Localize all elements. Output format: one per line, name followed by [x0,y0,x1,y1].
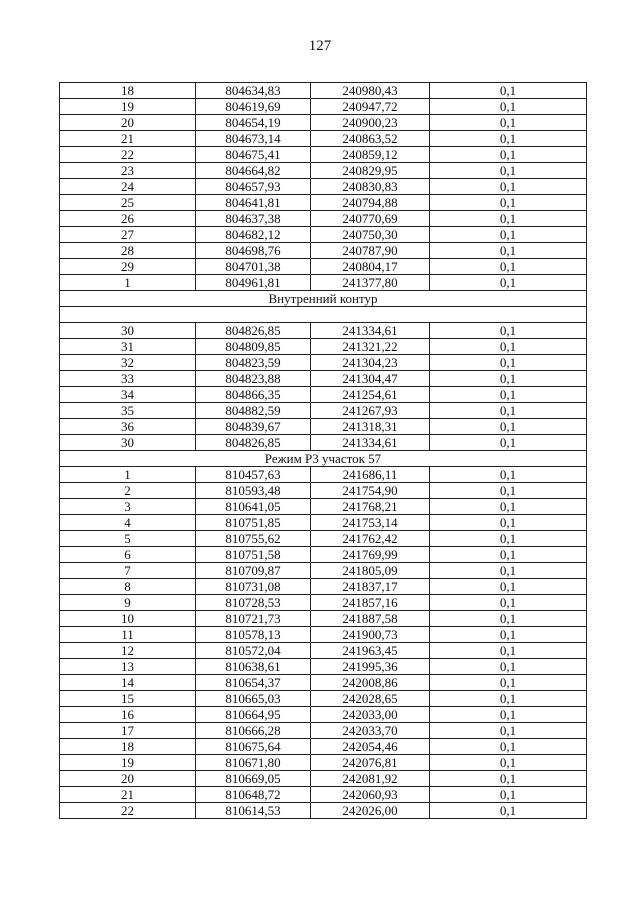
x-coordinate-cell: 810671,80 [196,755,311,771]
tolerance-cell: 0,1 [430,755,587,771]
point-number-cell: 15 [60,691,196,707]
tolerance-cell: 0,1 [430,259,587,275]
point-number-cell: 6 [60,547,196,563]
point-number-cell: 2 [60,483,196,499]
table-row [60,659,587,675]
section-heading-row [60,451,587,467]
y-coordinate-cell: 240804,17 [311,259,430,275]
table-row [60,435,587,451]
y-coordinate-cell: 241754,90 [311,483,430,499]
tolerance-cell: 0,1 [430,627,587,643]
x-coordinate-cell: 810578,13 [196,627,311,643]
x-coordinate-cell: 804675,41 [196,147,311,163]
x-coordinate-cell: 804641,81 [196,195,311,211]
x-coordinate-cell: 804826,85 [196,323,311,339]
tolerance-cell: 0,1 [430,275,587,291]
tolerance-cell: 0,1 [430,355,587,371]
table-row [60,83,587,99]
point-number-cell: 18 [60,739,196,755]
tolerance-cell: 0,1 [430,211,587,227]
tolerance-cell: 0,1 [430,323,587,339]
table-row [60,147,587,163]
table-row [60,179,587,195]
coordinates-table-body [60,83,587,819]
x-coordinate-cell: 810666,28 [196,723,311,739]
tolerance-cell: 0,1 [430,131,587,147]
point-number-cell: 5 [60,531,196,547]
point-number-cell: 24 [60,179,196,195]
table-row [60,531,587,547]
y-coordinate-cell: 240863,52 [311,131,430,147]
table-row [60,227,587,243]
point-number-cell: 29 [60,259,196,275]
x-coordinate-cell: 810731,08 [196,579,311,595]
x-coordinate-cell: 810654,37 [196,675,311,691]
table-row [60,387,587,403]
table-row [60,499,587,515]
x-coordinate-cell: 810614,53 [196,803,311,819]
y-coordinate-cell: 242081,92 [311,771,430,787]
y-coordinate-cell: 241805,09 [311,563,430,579]
y-coordinate-cell: 241377,80 [311,275,430,291]
x-coordinate-cell: 810572,04 [196,643,311,659]
y-coordinate-cell: 241753,14 [311,515,430,531]
table-row [60,195,587,211]
y-coordinate-cell: 241995,36 [311,659,430,675]
x-coordinate-cell: 804839,67 [196,419,311,435]
tolerance-cell: 0,1 [430,387,587,403]
table-row [60,323,587,339]
tolerance-cell: 0,1 [430,531,587,547]
table-row [60,803,587,819]
table-row [60,691,587,707]
point-number-cell: 20 [60,771,196,787]
tolerance-cell: 0,1 [430,403,587,419]
y-coordinate-cell: 242008,86 [311,675,430,691]
point-number-cell: 21 [60,787,196,803]
table-row [60,771,587,787]
y-coordinate-cell: 240947,72 [311,99,430,115]
tolerance-cell: 0,1 [430,99,587,115]
y-coordinate-cell: 242076,81 [311,755,430,771]
y-coordinate-cell: 240859,12 [311,147,430,163]
point-number-cell: 7 [60,563,196,579]
x-coordinate-cell: 810669,05 [196,771,311,787]
x-coordinate-cell: 810709,87 [196,563,311,579]
table-row [60,467,587,483]
point-number-cell: 1 [60,275,196,291]
tolerance-cell: 0,1 [430,483,587,499]
x-coordinate-cell: 804664,82 [196,163,311,179]
point-number-cell: 17 [60,723,196,739]
point-number-cell: 10 [60,611,196,627]
x-coordinate-cell: 804654,19 [196,115,311,131]
point-number-cell: 11 [60,627,196,643]
x-coordinate-cell: 804619,69 [196,99,311,115]
y-coordinate-cell: 241857,16 [311,595,430,611]
y-coordinate-cell: 241900,73 [311,627,430,643]
table-row [60,483,587,499]
y-coordinate-cell: 240980,43 [311,83,430,99]
x-coordinate-cell: 810751,85 [196,515,311,531]
y-coordinate-cell: 241334,61 [311,323,430,339]
tolerance-cell: 0,1 [430,499,587,515]
tolerance-cell: 0,1 [430,803,587,819]
y-coordinate-cell: 241887,58 [311,611,430,627]
table-row [60,275,587,291]
table-row [60,355,587,371]
point-number-cell: 26 [60,211,196,227]
tolerance-cell: 0,1 [430,579,587,595]
y-coordinate-cell: 241837,17 [311,579,430,595]
tolerance-cell: 0,1 [430,595,587,611]
point-number-cell: 34 [60,387,196,403]
x-coordinate-cell: 804673,14 [196,131,311,147]
x-coordinate-cell: 810751,58 [196,547,311,563]
point-number-cell: 35 [60,403,196,419]
y-coordinate-cell: 240750,30 [311,227,430,243]
table-row [60,419,587,435]
y-coordinate-cell: 242054,46 [311,739,430,755]
point-number-cell: 19 [60,99,196,115]
x-coordinate-cell: 810675,64 [196,739,311,755]
y-coordinate-cell: 241963,45 [311,643,430,659]
table-row [60,595,587,611]
blank-row [60,307,587,323]
y-coordinate-cell: 241304,23 [311,355,430,371]
point-number-cell: 30 [60,435,196,451]
y-coordinate-cell: 241304,47 [311,371,430,387]
point-number-cell: 1 [60,467,196,483]
tolerance-cell: 0,1 [430,611,587,627]
x-coordinate-cell: 804682,12 [196,227,311,243]
table-row [60,211,587,227]
table-row [60,755,587,771]
table-row [60,99,587,115]
table-row [60,403,587,419]
table-row [60,723,587,739]
y-coordinate-cell: 241686,11 [311,467,430,483]
x-coordinate-cell: 804637,38 [196,211,311,227]
table-row [60,547,587,563]
x-coordinate-cell: 810641,05 [196,499,311,515]
x-coordinate-cell: 804823,59 [196,355,311,371]
point-number-cell: 3 [60,499,196,515]
x-coordinate-cell: 804866,35 [196,387,311,403]
page-number: 127 [308,38,332,54]
y-coordinate-cell: 240770,69 [311,211,430,227]
table-row [60,243,587,259]
x-coordinate-cell: 810755,62 [196,531,311,547]
x-coordinate-cell: 804701,38 [196,259,311,275]
tolerance-cell: 0,1 [430,227,587,243]
table-row [60,515,587,531]
x-coordinate-cell: 810728,53 [196,595,311,611]
point-number-cell: 13 [60,659,196,675]
y-coordinate-cell: 241321,22 [311,339,430,355]
section-heading: Режим Р3 участок 57 [60,451,587,467]
table-row [60,259,587,275]
y-coordinate-cell: 240787,90 [311,243,430,259]
y-coordinate-cell: 240794,88 [311,195,430,211]
x-coordinate-cell: 810665,03 [196,691,311,707]
table-row [60,371,587,387]
y-coordinate-cell: 242028,65 [311,691,430,707]
table-row [60,339,587,355]
x-coordinate-cell: 810721,73 [196,611,311,627]
table-row [60,707,587,723]
table-row [60,579,587,595]
point-number-cell: 4 [60,515,196,531]
x-coordinate-cell: 804882,59 [196,403,311,419]
tolerance-cell: 0,1 [430,547,587,563]
table-row [60,563,587,579]
point-number-cell: 30 [60,323,196,339]
tolerance-cell: 0,1 [430,739,587,755]
tolerance-cell: 0,1 [430,771,587,787]
point-number-cell: 22 [60,803,196,819]
y-coordinate-cell: 240900,23 [311,115,430,131]
y-coordinate-cell: 241267,93 [311,403,430,419]
tolerance-cell: 0,1 [430,147,587,163]
y-coordinate-cell: 240829,95 [311,163,430,179]
table-row [60,611,587,627]
table-row [60,739,587,755]
x-coordinate-cell: 804657,93 [196,179,311,195]
point-number-cell: 9 [60,595,196,611]
section-heading-row [60,291,587,307]
point-number-cell: 18 [60,83,196,99]
point-number-cell: 27 [60,227,196,243]
x-coordinate-cell: 810648,72 [196,787,311,803]
x-coordinate-cell: 804634,83 [196,83,311,99]
tolerance-cell: 0,1 [430,707,587,723]
tolerance-cell: 0,1 [430,563,587,579]
section-heading: Внутренний контур [60,291,587,307]
point-number-cell: 36 [60,419,196,435]
y-coordinate-cell: 240830,83 [311,179,430,195]
y-coordinate-cell: 241769,99 [311,547,430,563]
tolerance-cell: 0,1 [430,723,587,739]
table-row [60,163,587,179]
tolerance-cell: 0,1 [430,371,587,387]
point-number-cell: 25 [60,195,196,211]
tolerance-cell: 0,1 [430,467,587,483]
table-row [60,115,587,131]
point-number-cell: 32 [60,355,196,371]
point-number-cell: 12 [60,643,196,659]
coordinates-table [59,82,587,819]
y-coordinate-cell: 242060,93 [311,787,430,803]
tolerance-cell: 0,1 [430,195,587,211]
blank-cell [60,307,587,323]
x-coordinate-cell: 810457,63 [196,467,311,483]
tolerance-cell: 0,1 [430,83,587,99]
x-coordinate-cell: 804826,85 [196,435,311,451]
tolerance-cell: 0,1 [430,115,587,131]
point-number-cell: 28 [60,243,196,259]
y-coordinate-cell: 242033,70 [311,723,430,739]
y-coordinate-cell: 241254,61 [311,387,430,403]
x-coordinate-cell: 810638,61 [196,659,311,675]
point-number-cell: 19 [60,755,196,771]
tolerance-cell: 0,1 [430,179,587,195]
point-number-cell: 20 [60,115,196,131]
x-coordinate-cell: 804809,85 [196,339,311,355]
y-coordinate-cell: 242033,00 [311,707,430,723]
point-number-cell: 31 [60,339,196,355]
tolerance-cell: 0,1 [430,675,587,691]
tolerance-cell: 0,1 [430,787,587,803]
tolerance-cell: 0,1 [430,691,587,707]
tolerance-cell: 0,1 [430,243,587,259]
y-coordinate-cell: 242026,00 [311,803,430,819]
point-number-cell: 14 [60,675,196,691]
table-row [60,627,587,643]
y-coordinate-cell: 241762,42 [311,531,430,547]
table-row [60,675,587,691]
x-coordinate-cell: 810664,95 [196,707,311,723]
tolerance-cell: 0,1 [430,163,587,179]
y-coordinate-cell: 241768,21 [311,499,430,515]
tolerance-cell: 0,1 [430,339,587,355]
y-coordinate-cell: 241318,31 [311,419,430,435]
tolerance-cell: 0,1 [430,419,587,435]
tolerance-cell: 0,1 [430,659,587,675]
table-row [60,787,587,803]
table-row [60,131,587,147]
point-number-cell: 23 [60,163,196,179]
x-coordinate-cell: 810593,48 [196,483,311,499]
x-coordinate-cell: 804698,76 [196,243,311,259]
tolerance-cell: 0,1 [430,643,587,659]
x-coordinate-cell: 804823,88 [196,371,311,387]
point-number-cell: 21 [60,131,196,147]
tolerance-cell: 0,1 [430,515,587,531]
tolerance-cell: 0,1 [430,435,587,451]
table-row [60,643,587,659]
point-number-cell: 8 [60,579,196,595]
point-number-cell: 22 [60,147,196,163]
point-number-cell: 16 [60,707,196,723]
x-coordinate-cell: 804961,81 [196,275,311,291]
y-coordinate-cell: 241334,61 [311,435,430,451]
point-number-cell: 33 [60,371,196,387]
